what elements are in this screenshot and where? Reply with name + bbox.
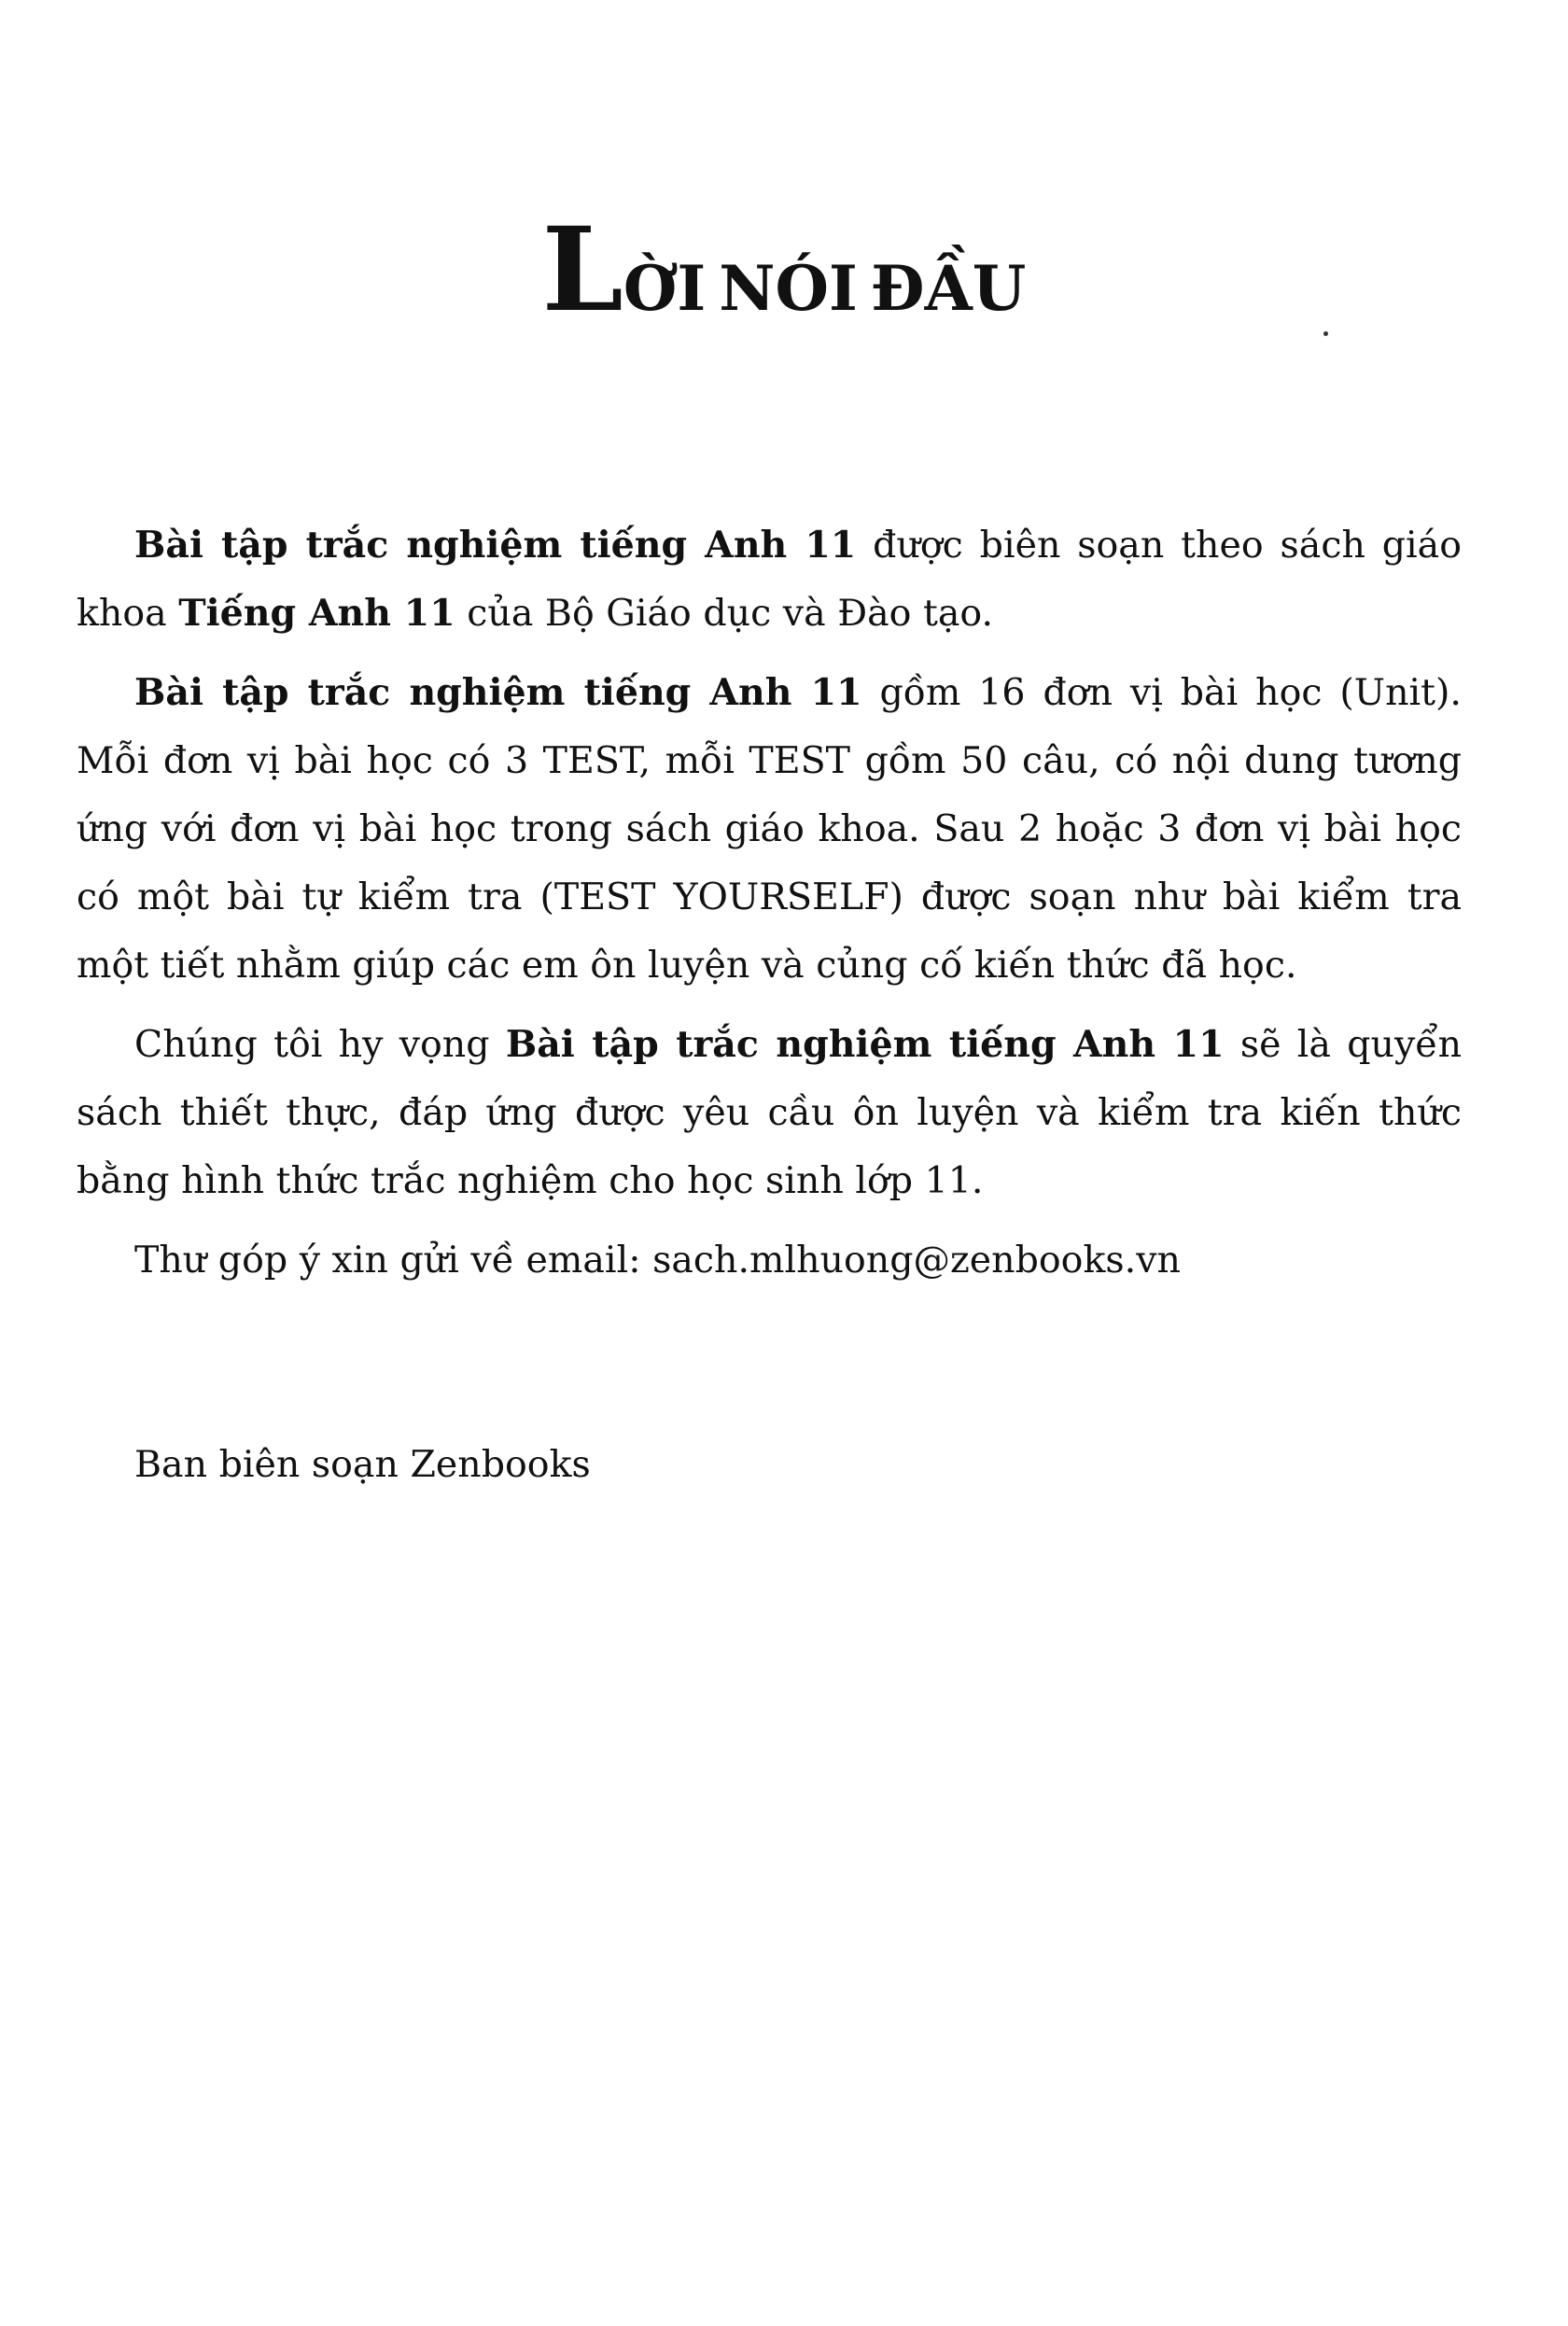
preface-body	[77, 511, 1462, 1295]
book-title-bold: Bài tập trắc nghiệm tiếng Anh 11	[505, 1023, 1225, 1066]
paragraph-hope	[77, 1011, 1462, 1215]
title-word3: ĐẦU	[870, 252, 1027, 325]
paragraph-contact	[77, 1226, 1462, 1295]
book-title-bold: Bài tập trắc nghiệm tiếng Anh 11	[134, 524, 857, 567]
textbook-title-bold: Tiếng Anh 11	[178, 592, 455, 635]
stray-dot-mark	[1323, 331, 1328, 336]
paragraph-text: được biên soạn theo sách giáo khoa	[77, 524, 1463, 635]
signature: Ban biên soạn Zenbooks	[134, 1443, 591, 1486]
title-first-letter: L	[541, 203, 623, 338]
contact-email-text: Thư góp ý xin gửi về email: sach.mlhuong@zenbooks.vn	[134, 1239, 1181, 1282]
title-word2: NÓI	[719, 252, 858, 325]
paragraph-intro	[77, 511, 1462, 648]
page-title	[0, 203, 1568, 338]
title-word1-rest: ỜI	[623, 252, 707, 325]
paragraph-text: của Bộ Giáo dục và Đào tạo.	[455, 592, 994, 635]
paragraph-text: gồm 16 đơn vị bài học (Unit). Mỗi đơn vị bài học có 3 TEST, mỗi TEST gồm 50 câu, có nội dung tương ứng với đơn vị bài học trong sách giáo khoa. Sau 2 hoặc 3 đơn vị bài học có một bài tự kiểm tra (TEST YOURSELF) được soạn như bài kiểm tra một tiết nhằm giúp các em ôn luyện và củng cố kiến thức đã học.	[77, 671, 1462, 987]
paragraph-structure	[77, 659, 1462, 1000]
paragraph-text: sẽ là quyển sách thiết thực, đáp ứng được yêu cầu ôn luyện và kiểm tra kiến thức bằng hình thức trắc nghiệm cho học sinh lớp 11.	[77, 1023, 1463, 1202]
paragraph-text: Chúng tôi hy vọng	[134, 1023, 506, 1066]
book-title-bold: Bài tập trắc nghiệm tiếng Anh 11	[134, 671, 862, 714]
